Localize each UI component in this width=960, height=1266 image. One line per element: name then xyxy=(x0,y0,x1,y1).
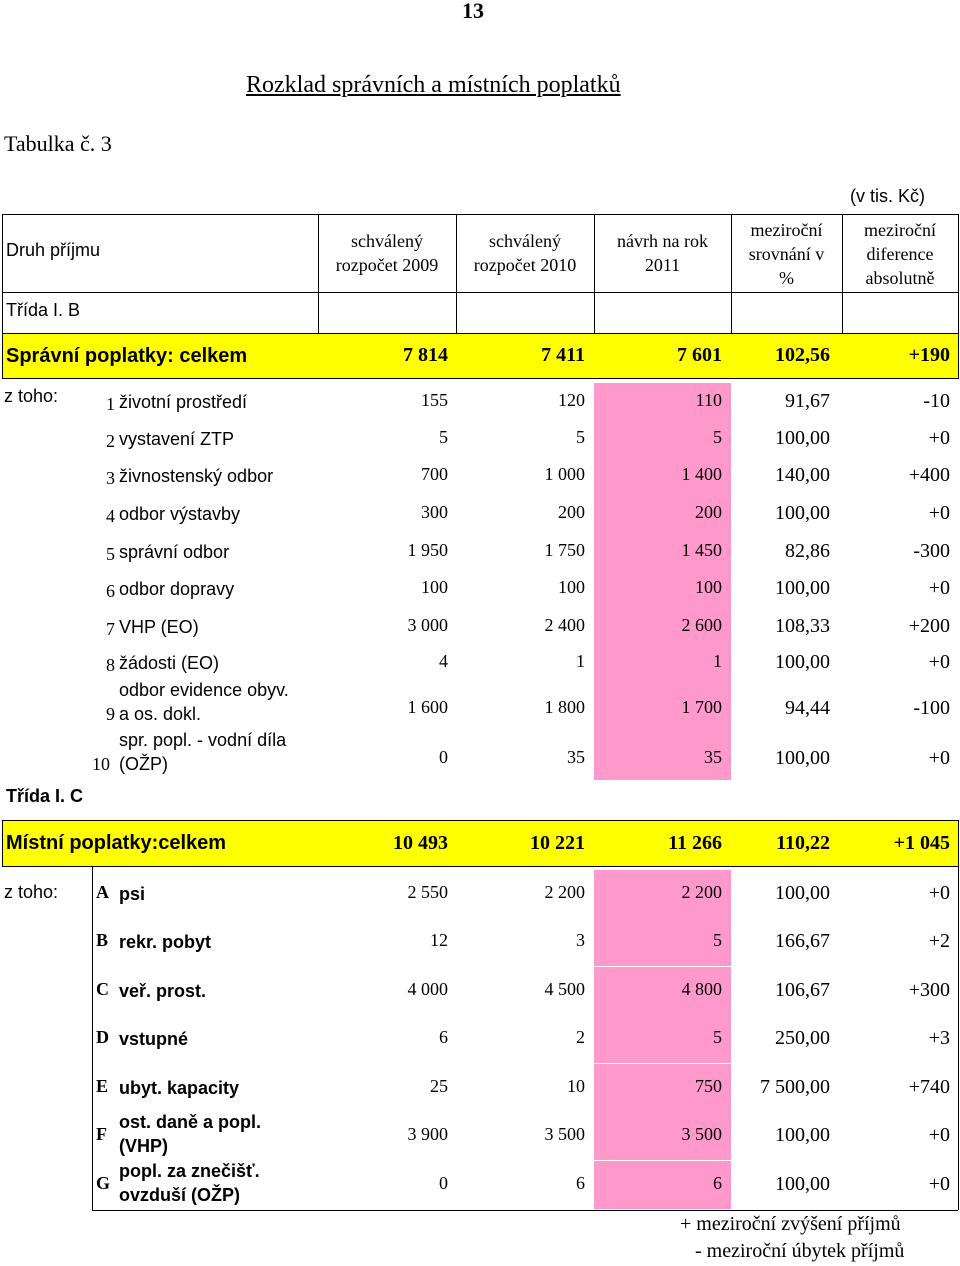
row-value: 6 xyxy=(576,1173,585,1193)
row-value: +0 xyxy=(928,577,950,599)
section-b-total-value: +190 xyxy=(908,344,950,366)
document-title: Rozklad správních a místních poplatků xyxy=(246,72,621,98)
row-value: 1 000 xyxy=(544,464,585,484)
row-name: vstupné xyxy=(119,1029,189,1049)
row-value: 3 900 xyxy=(407,1124,448,1144)
row-value: +0 xyxy=(928,650,950,673)
section-b-total-value: 102,56 xyxy=(775,344,830,366)
row-value: 3 000 xyxy=(407,614,448,635)
section-c-total-value: +1 045 xyxy=(893,832,950,854)
row-number: 2 xyxy=(106,430,115,451)
row-value: 200 xyxy=(558,502,585,522)
row-value: 110 xyxy=(695,389,722,410)
row-letter: E xyxy=(96,1076,109,1096)
trida-c-label: Třída I. C xyxy=(6,786,84,806)
section-b-prefix: z toho: xyxy=(4,386,59,406)
header-col-2010: schválený rozpočet 2010 xyxy=(473,231,577,275)
row-value: 3 500 xyxy=(681,1124,722,1144)
row-letter: G xyxy=(96,1173,111,1193)
row-value: 166,67 xyxy=(775,930,830,952)
row-value: 5 xyxy=(439,426,448,447)
row-value: 100,00 xyxy=(775,1173,830,1195)
row-value: 100 xyxy=(558,577,585,597)
row-value: +0 xyxy=(928,1173,950,1195)
row-value: 155 xyxy=(421,389,448,410)
header-col-percent: meziroční srovnání v % xyxy=(748,220,825,288)
row-value: 4 xyxy=(439,650,448,671)
row-value: 1 950 xyxy=(407,539,448,560)
row-value: 82,86 xyxy=(785,539,830,562)
header-druh: Druh příjmu xyxy=(6,240,101,260)
row-name: spr. popl. - vodní díla (OŽP) xyxy=(119,730,287,774)
section-c-total-value: 11 266 xyxy=(668,832,722,854)
row-number: 5 xyxy=(106,543,115,564)
row-value: 2 550 xyxy=(407,882,448,902)
row-value: 91,67 xyxy=(785,389,830,412)
row-number: 1 xyxy=(106,393,115,414)
row-value: -300 xyxy=(913,539,950,562)
row-value: 5 xyxy=(713,426,722,447)
row-value: 0 xyxy=(439,747,448,767)
row-value: 4 800 xyxy=(681,979,722,999)
section-c-total-value: 110,22 xyxy=(776,832,830,854)
section-c-total-label: Místní poplatky:celkem xyxy=(6,832,227,854)
row-value: 2 200 xyxy=(681,882,722,902)
row-value: 10 xyxy=(567,1076,585,1096)
row-value: -10 xyxy=(923,389,950,412)
header-trida-b: Třída I. B xyxy=(6,300,81,320)
row-name: psi xyxy=(119,884,146,904)
row-name: rekr. pobyt xyxy=(119,932,212,952)
row-value: 2 200 xyxy=(544,882,585,902)
row-value: +400 xyxy=(908,464,950,486)
row-letter: C xyxy=(96,979,109,999)
header-col-2009: schválený rozpočet 2009 xyxy=(335,231,439,275)
row-value: 100,00 xyxy=(775,650,830,673)
row-name: odbor výstavby xyxy=(119,504,241,524)
row-value: 300 xyxy=(421,502,448,522)
row-value: 0 xyxy=(439,1173,448,1193)
row-name: ost. daně a popl. (VHP) xyxy=(119,1112,262,1156)
row-name: žádosti (EO) xyxy=(119,652,220,673)
row-name: životní prostředí xyxy=(119,391,248,412)
row-value: 2 400 xyxy=(544,614,585,635)
row-value: 100,00 xyxy=(775,1124,830,1146)
row-value: +0 xyxy=(928,426,950,449)
section-b-total-label: Správní poplatky: celkem xyxy=(6,345,248,367)
row-value: +200 xyxy=(908,614,950,637)
row-number: 4 xyxy=(106,506,115,526)
row-value: +0 xyxy=(928,747,950,769)
row-number: 9 xyxy=(106,704,115,724)
row-name: ubyt. kapacity xyxy=(119,1078,240,1098)
section-b-total-value: 7 601 xyxy=(677,344,722,366)
row-value: 100,00 xyxy=(775,426,830,449)
row-name: vystavení ZTP xyxy=(119,428,235,449)
row-value: 35 xyxy=(567,747,585,767)
row-name: správní odbor xyxy=(119,541,230,562)
row-value: +3 xyxy=(928,1027,950,1049)
row-value: +0 xyxy=(928,882,950,904)
section-b-total-value: 7 814 xyxy=(403,344,448,366)
header-col-diff: meziroční diference absolutně xyxy=(864,220,936,288)
row-value: 100,00 xyxy=(775,882,830,904)
row-value: +0 xyxy=(928,1124,950,1146)
row-value: 1 700 xyxy=(681,697,722,717)
section-c-total-value: 10 493 xyxy=(393,832,448,854)
row-value: 25 xyxy=(430,1076,448,1096)
row-value: 200 xyxy=(695,502,722,522)
row-name: odbor evidence obyv. a os. dokl. xyxy=(119,680,289,724)
row-value: +2 xyxy=(928,930,950,952)
row-letter: A xyxy=(96,882,109,902)
table-label: Tabulka č. 3 xyxy=(4,131,112,156)
row-value: 700 xyxy=(421,464,448,484)
row-value: 1 600 xyxy=(407,697,448,717)
row-value: 5 xyxy=(576,426,585,447)
row-value: 5 xyxy=(713,1027,722,1047)
row-number: 7 xyxy=(106,618,115,639)
row-value: 106,67 xyxy=(775,979,830,1001)
row-value: 4 000 xyxy=(407,979,448,999)
row-value: 5 xyxy=(713,930,722,950)
row-value: 3 500 xyxy=(544,1124,585,1144)
row-value: +0 xyxy=(928,502,950,524)
row-value: 100 xyxy=(695,577,722,597)
row-value: 4 500 xyxy=(544,979,585,999)
page-number: 13 xyxy=(462,0,484,23)
row-value: -100 xyxy=(913,697,950,719)
unit-note: (v tis. Kč) xyxy=(850,186,925,206)
row-letter: F xyxy=(96,1124,107,1144)
row-value: 7 500,00 xyxy=(760,1076,830,1098)
section-c-prefix: z toho: xyxy=(4,882,59,902)
row-name: popl. za znečišť. ovzduší (OŽP) xyxy=(119,1161,260,1205)
row-value: 6 xyxy=(713,1173,722,1193)
row-value: 1 400 xyxy=(681,464,722,484)
row-number: 6 xyxy=(106,581,115,601)
row-value: 100 xyxy=(421,577,448,597)
row-value: 3 xyxy=(576,930,585,950)
row-name: VHP (EO) xyxy=(119,616,199,637)
row-letter: D xyxy=(96,1027,109,1047)
row-value: 140,00 xyxy=(775,464,830,486)
row-name: živnostenský odbor xyxy=(119,466,274,486)
row-value: 108,33 xyxy=(775,614,830,637)
row-value: 750 xyxy=(695,1076,722,1096)
legend-decrease: - meziroční úbytek příjmů xyxy=(695,1240,905,1262)
row-value: 1 xyxy=(576,650,585,671)
row-value: 6 xyxy=(439,1027,448,1047)
row-value: 12 xyxy=(430,930,448,950)
row-value: 120 xyxy=(558,389,585,410)
row-value: 100,00 xyxy=(775,502,830,524)
row-value: 35 xyxy=(704,747,722,767)
section-b-total-value: 7 411 xyxy=(541,344,585,366)
row-name: odbor dopravy xyxy=(119,579,235,599)
row-number: 10 xyxy=(92,754,110,774)
row-value: 2 600 xyxy=(681,614,722,635)
row-value: +300 xyxy=(908,979,950,1001)
row-value: 94,44 xyxy=(785,697,830,719)
legend-increase: + meziroční zvýšení příjmů xyxy=(680,1213,901,1235)
header-col-2011: návrh na rok 2011 xyxy=(617,231,708,275)
row-value: +740 xyxy=(908,1076,950,1098)
row-value: 2 xyxy=(576,1027,585,1047)
row-letter: B xyxy=(96,930,109,950)
row-value: 1 750 xyxy=(544,539,585,560)
row-number: 3 xyxy=(106,468,115,488)
row-value: 1 450 xyxy=(681,539,722,560)
row-value: 100,00 xyxy=(775,747,830,769)
row-number: 8 xyxy=(106,654,115,675)
row-value: 1 xyxy=(713,650,722,671)
row-name: veř. prost. xyxy=(119,981,207,1001)
row-value: 1 800 xyxy=(544,697,585,717)
section-c-total-value: 10 221 xyxy=(530,832,585,854)
row-value: 100,00 xyxy=(775,577,830,599)
row-value: 250,00 xyxy=(775,1027,830,1049)
